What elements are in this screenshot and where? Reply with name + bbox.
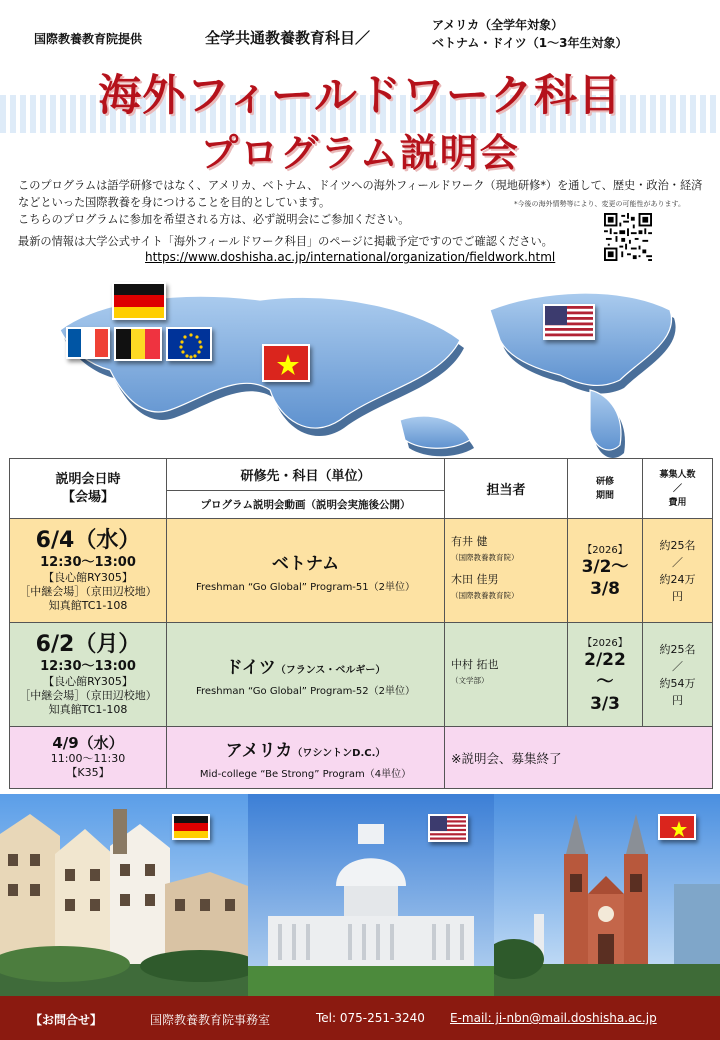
cost-amount: 約24万 — [659, 572, 696, 586]
vietnam-photo-flag-icon — [658, 814, 696, 840]
common-subject-label: 全学共通教養教育科目／ — [205, 29, 371, 47]
header-quota — [643, 459, 713, 519]
vietnam-period-cell — [568, 519, 643, 623]
vietnam-relay-venue: ［中継会場］（京田辺校地） — [19, 585, 157, 598]
table-row-usa — [10, 727, 713, 789]
qr-code-icon[interactable] — [604, 213, 652, 261]
cost-unit: 円 — [672, 693, 683, 707]
staff-affiliation: （国際教養教育院） — [451, 590, 519, 600]
cost-unit: 円 — [672, 589, 683, 603]
germany-country-name: ドイツ — [225, 657, 276, 678]
germany-program-link[interactable]: Freshman “Go Global” Program-52（2単位） — [195, 685, 416, 697]
header-destination: 研修先・科目（単位） — [167, 459, 445, 491]
usa-session-cell — [10, 727, 167, 789]
period-year: 【2026】 — [582, 638, 628, 649]
fieldwork-url-link[interactable]: https://www.doshisha.ac.jp/international/organization/fieldwork.html — [145, 250, 556, 264]
staff-name: 中村 拓也 — [451, 657, 499, 671]
germany-session-cell — [10, 623, 167, 727]
eu-flag-icon — [166, 327, 212, 361]
staff-affiliation: （文学部） — [451, 675, 489, 685]
vietnam-staff-cell — [445, 519, 568, 623]
header-bar — [0, 14, 720, 56]
usa-flag-icon — [543, 304, 595, 340]
quota-count: 約25名 — [659, 642, 696, 656]
germany-staff-cell — [445, 623, 568, 727]
france-flag-icon — [66, 327, 110, 359]
usa-country-sub: （ワシントンD.C.） — [292, 747, 386, 759]
destination-photos — [0, 794, 720, 996]
vietnam-venue: 【良心館RY305】 — [43, 571, 133, 584]
usa-session-date: 4/9（水） — [52, 734, 124, 752]
contact-footer — [0, 996, 720, 1040]
contact-phone[interactable]: Tel: 075-251-3240 — [316, 1011, 425, 1025]
germany-relay-room: 知真館TC1-108 — [48, 703, 128, 716]
germany-flag-icon — [112, 282, 166, 320]
staff-name: 木田 佳男 — [451, 572, 499, 586]
vietnam-country: ベトナム — [271, 553, 340, 574]
vietnam-program-link[interactable]: Freshman “Go Global” Program-51（2単位） — [195, 581, 416, 593]
quota-separator: ／ — [672, 659, 683, 673]
period-year: 【2026】 — [582, 545, 628, 556]
contact-label: 【お問合せ】 — [30, 1013, 103, 1027]
germany-country-sub: （フランス・ベルギー） — [275, 664, 386, 676]
table-header-row — [10, 459, 713, 491]
period-end: 3/8 — [590, 579, 620, 599]
page-title: 海外フィールドワーク科目 — [98, 71, 622, 121]
germany-quota-cell — [643, 623, 713, 727]
usa-photo-flag-icon — [428, 814, 468, 842]
usa-session-time: 11:00～11:30 — [50, 752, 126, 765]
germany-program-cell[interactable] — [167, 623, 445, 727]
intro-line-2: などといった国際教養を身につけることを目的としています。 — [18, 196, 331, 209]
germany-town-photo — [0, 794, 248, 996]
germany-relay-venue: ［中継会場］（京田辺校地） — [19, 689, 157, 702]
period-start: 3/2～ — [581, 557, 629, 577]
header-period — [568, 459, 643, 519]
vietnam-flag-icon — [262, 344, 310, 382]
provider-label: 国際教養教育院提供 — [34, 32, 143, 46]
quota-separator: ／ — [672, 555, 683, 569]
header-period-2: 期間 — [595, 490, 614, 501]
header-quota-1: 募集人数 — [659, 469, 696, 480]
vietnam-program-cell[interactable] — [167, 519, 445, 623]
germany-session-date: 6/2（月） — [35, 632, 141, 657]
usa-country — [167, 736, 444, 761]
germany-session-time: 12:30～13:00 — [40, 659, 136, 674]
header-venue: 【会場】 — [61, 489, 114, 505]
intro-line-3: こちらのプログラムに参加を希望される方は、必ず説明会にご参加ください。 — [18, 213, 410, 226]
staff-affiliation: （国際教養教育院） — [451, 552, 519, 562]
quota-count: 約25名 — [659, 538, 696, 552]
germany-country — [167, 653, 444, 678]
usa-program-link[interactable]: Mid-college “Be Strong” Program（4単位） — [199, 768, 412, 780]
period-start: 2/22 — [584, 650, 626, 670]
header-staff: 担当者 — [445, 459, 568, 519]
belgium-flag-icon — [114, 327, 162, 361]
vietnam-session-cell — [10, 519, 167, 623]
intro-line-1: このプログラムは語学研修ではなく、アメリカ、ベトナム、ドイツへの海外フィールドワーク（現地研修*）を通して、歴史・政治・経済 — [18, 179, 703, 192]
header-period-1: 研修 — [595, 476, 614, 487]
usa-program-cell[interactable] — [167, 727, 445, 789]
usa-venue: 【K35】 — [66, 766, 110, 779]
intro-footnote: *今後の海外情勢等により、変更の可能性があります。 — [514, 200, 685, 208]
office-name: 国際教養教育院事務室 — [150, 1013, 271, 1027]
vietnam-relay-room: 知真館TC1-108 — [48, 599, 128, 612]
schedule-table — [9, 458, 713, 789]
usa-closed-notice: ※説明会、募集終了 — [445, 727, 713, 789]
cost-amount: 約54万 — [659, 676, 696, 690]
header-video: プログラム説明会動画（説明会実施後公開） — [167, 491, 445, 519]
contact-email-link[interactable]: E-mail: ji-nbn@mail.doshisha.ac.jp — [450, 1011, 657, 1025]
staff-name: 有井 健 — [451, 534, 488, 548]
vietnam-quota-cell — [643, 519, 713, 623]
germany-photo-flag-icon — [172, 814, 210, 840]
usa-country-name: アメリカ — [225, 740, 293, 761]
header-quota-3: 費用 — [668, 497, 687, 508]
intro-latest-info: 最新の情報は大学公式サイト「海外フィールドワーク科目」のページに掲載予定ですのでご確認ください。 — [18, 235, 553, 248]
target-vn-de: ベトナム・ドイツ（1～3年生対象） — [432, 36, 628, 50]
target-students — [432, 16, 628, 52]
header-date-venue — [10, 459, 167, 519]
period-end: 3/3 — [590, 694, 620, 714]
vietnam-session-date: 6/4（水） — [35, 528, 141, 553]
target-usa: アメリカ（全学年対象） — [432, 18, 564, 32]
header-quota-2: ／ — [672, 483, 682, 494]
germany-venue: 【良心館RY305】 — [43, 675, 133, 688]
germany-period-cell — [568, 623, 643, 727]
table-row-germany — [10, 623, 713, 727]
table-row-vietnam — [10, 519, 713, 623]
page-subtitle: プログラム説明会 — [200, 131, 520, 175]
vietnam-session-time: 12:30～13:00 — [40, 555, 136, 570]
period-tilde: ～ — [596, 672, 614, 692]
header-date: 説明会日時 — [55, 471, 121, 487]
